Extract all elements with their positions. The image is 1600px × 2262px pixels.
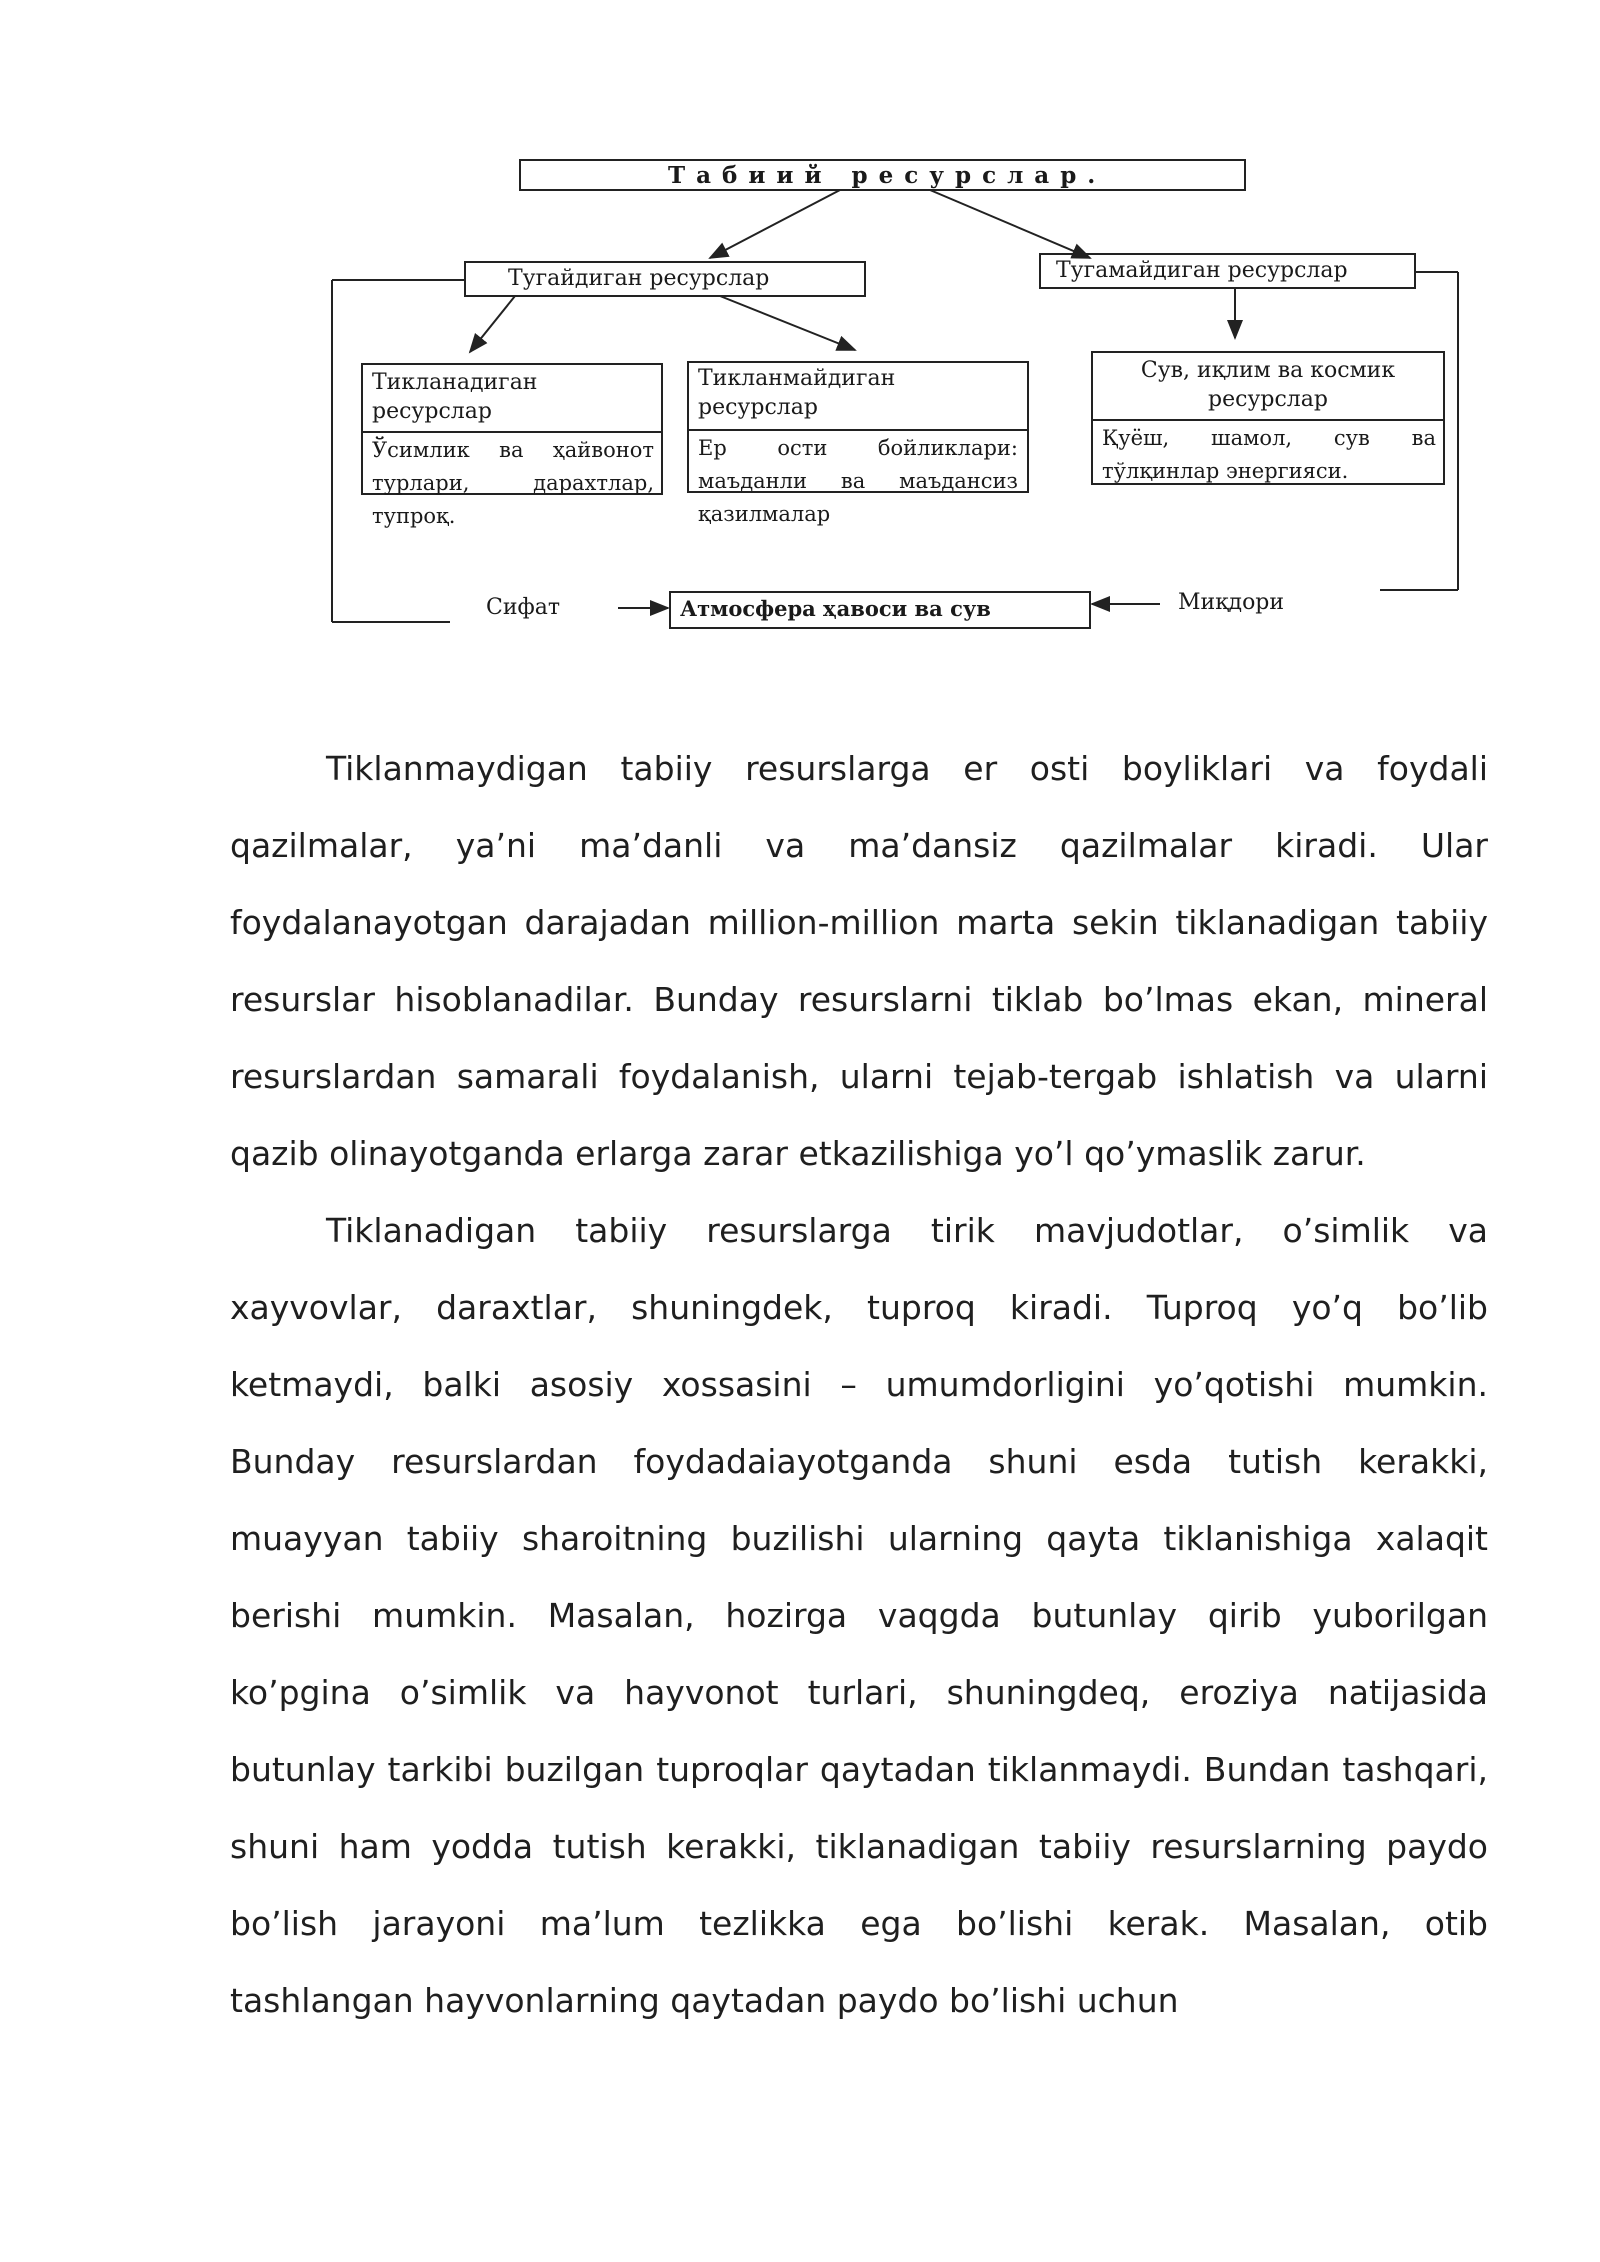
paragraph-renewable: Tiklanadigan tabiiy resurslarga tirik mavjudotlar, o’simlik va xayvovlar, daraxtlar, shuningdek, tuproq kiradi. Tuproq yo’q bo’lib ketmaydi, balki asosiy xossasini – umumdorligini yo’qotishi mumkin. Bunday resurslardan foydadaiayotganda shuni esda tutish kerakki, muayyan tabiiy sharoitning buzilishi ularning qayta tiklanishiga xalaqit berishi mumkin. Masalan, hozirga vaqgda butunlay qirib yuborilgan ko’pgina o’simlik va hayvonot turlari, shuningdeq, eroziya natijasida butunlay tarkibi buzilgan tuproqlar qaytadan tiklanmaydi. Bundan tashqari, shuni ham yodda tutish kerakki, tiklanadigan tabiiy resurslarning paydo bo’lish jarayoni ma’lum tezlikka ega bo’lishi kerak. Masalan, otib tashlangan hayvonlarning qaytadan paydo bo’lishi uchun [230, 1211, 1488, 2020]
paragraph-nonrenewable: Tiklanmaydigan tabiiy resurslarga er osti boyliklari va foydali qazilmalar, ya’ni ma’danli va ma’dansiz qazilmalar kiradi. Ular foydalanayotgan darajadan million-million marta sekin tiklanadigan tabiiy resurslar hisoblanadilar. Bunday resurslarni tiklab bo’lmas ekan, mineral resurslardan samarali foydalanish, ularni tejab-tergab ishlatish va ularni qazib olinayotganda erlarga zarar etkazilishiga yo’l qo’ymaslik zarur. [230, 749, 1488, 1173]
climate-body: Қуёш, шамол, сув ва тўлқинлар энергияси. [1102, 426, 1436, 483]
quantity-label: Миқдори [1178, 590, 1285, 615]
renewable-head: Тикланадиган ресурслар [372, 370, 538, 424]
renewable-body: Ўсимлик ва ҳайвонот турлари, дарахтлар, тупроқ. [372, 438, 654, 528]
quality-label: Сифат [486, 595, 561, 620]
diagram-title: Табиий ресурслар. [668, 162, 1107, 189]
atmosphere-label: Атмосфера ҳавоси ва сув [680, 596, 991, 621]
nonrenewable-body: Ер ости бойликлари: маъданли ва маъдансиз қазилмалар [698, 436, 1018, 526]
body-text [230, 730, 1488, 2039]
nonrenewable-head: Тикланмайдиган ресурслар [698, 366, 896, 420]
inexhaustible-label: Тугамайдиган ресурслар [1056, 258, 1348, 283]
climate-head: Сув, иқлим ва космик ресурслар [1140, 358, 1396, 412]
resources-diagram [320, 150, 1480, 650]
exhaustible-label: Тугайдиган ресурслар [508, 266, 770, 291]
